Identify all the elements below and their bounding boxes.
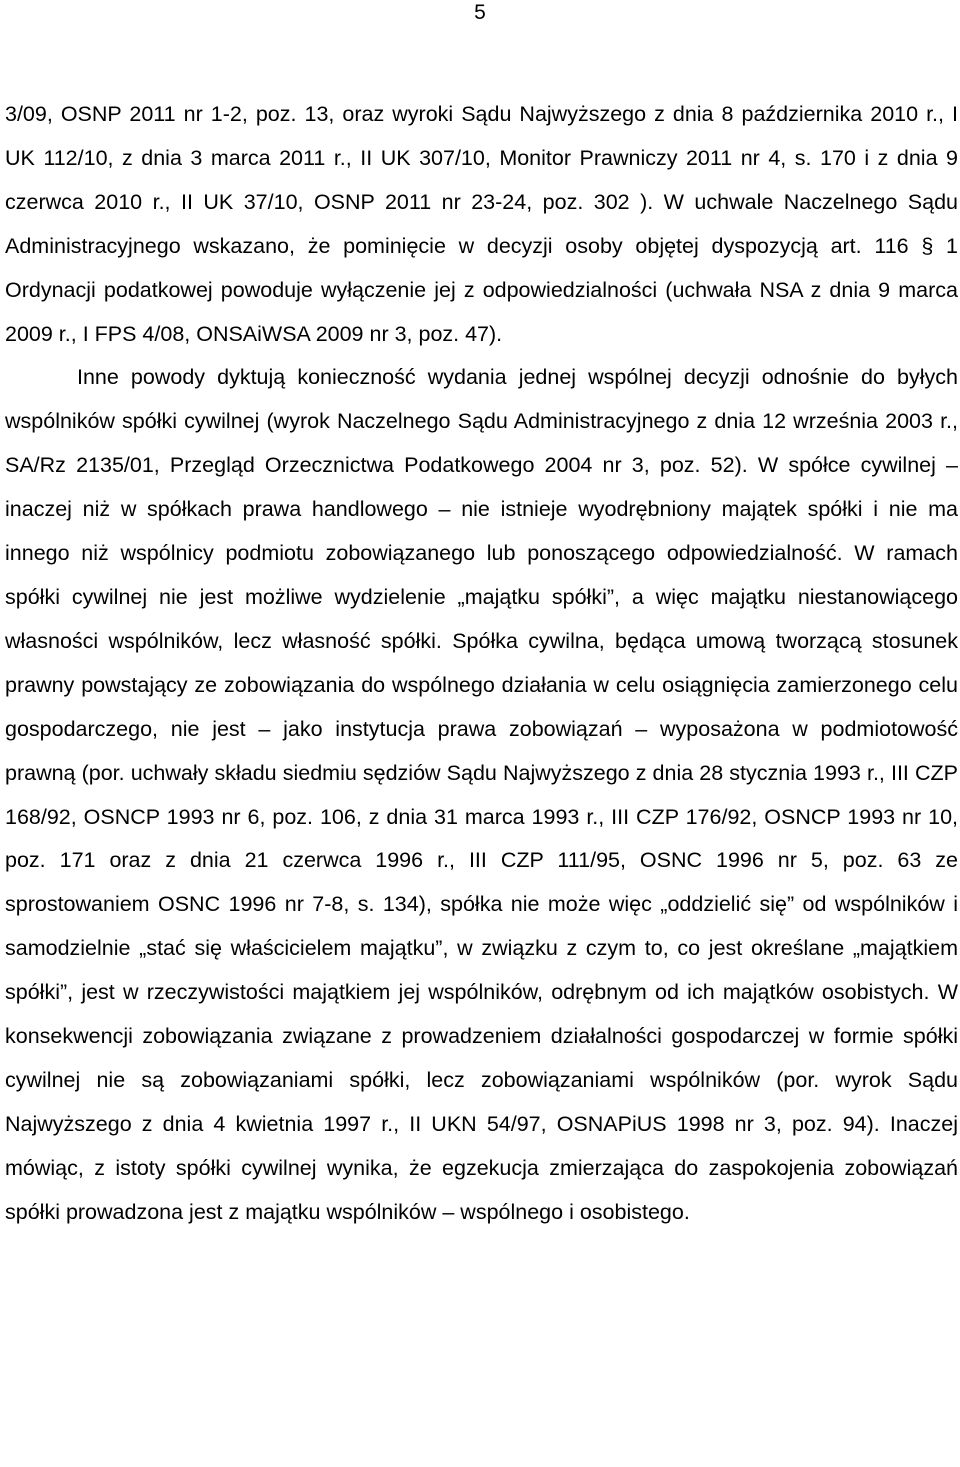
document-body bbox=[5, 93, 958, 1235]
paragraph-continuation: 3/09, OSNP 2011 nr 1-2, poz. 13, oraz wyroki Sądu Najwyższego z dnia 8 października 2010 r., I UK 112/10, z dnia 3 marca 2011 r., II UK 307/10, Monitor Prawniczy 2011 nr 4, s. 170 i z dnia 9 czerwca 2010 r., II UK 37/10, OSNP 2011 nr 23-24, poz. 302 ). W uchwale Naczelnego Sądu Administracyjnego wskazano, że pominięcie w decyzji osoby objętej dyspozycją art. 116 § 1 Ordynacji podatkowej powoduje wyłączenie jej z odpowiedzialności (uchwała NSA z dnia 9 marca 2009 r., I FPS 4/08, ONSAiWSA 2009 nr 3, poz. 47). bbox=[5, 102, 958, 346]
paragraph-joint-decision: Inne powody dyktują konieczność wydania jednej wspólnej decyzji odnośnie do byłych wspólników spółki cywilnej (wyrok Naczelnego Sądu Administracyjnego z dnia 12 września 2003 r., SA/Rz 2135/01, Przegląd Orzecznictwa Podatkowego 2004 nr 3, poz. 52). W spółce cywilnej – inaczej niż w spółkach prawa handlowego – nie istnieje wyodrębniony majątek spółki i nie ma innego niż wspólnicy podmiotu zobowiązanego lub ponoszącego odpowiedzialność. W ramach spółki cywilnej nie jest możliwe wydzielenie „majątku spółki”, a więc majątku niestanowiącego własności wspólników, lecz własność spółki. Spółka cywilna, będąca umową tworzącą stosunek prawny powstający ze zobowiązania do wspólnego działania w celu osiągnięcia zamierzonego celu gospodarczego, nie jest – jako instytucja prawa zobowiązań – wyposażona w podmiotowość prawną (por. uchwały składu siedmiu sędziów Sądu Najwyższego z dnia 28 stycznia 1993 r., III CZP 168/92, OSNCP 1993 nr 6, poz. 106, z dnia 31 marca 1993 r., III CZP 176/92, OSNCP 1993 nr 10, poz. 171 oraz z dnia 21 czerwca 1996 r., III CZP 111/95, OSNC 1996 nr 5, poz. 63 ze sprostowaniem OSNC 1996 nr 7-8, s. 134), spółka nie może więc „oddzielić się” od wspólników i samodzielnie „stać się właścicielem majątku”, w związku z czym to, co jest określane „majątkiem spółki”, jest w rzeczywistości majątkiem jej wspólników, odrębnym od ich majątków osobistych. W konsekwencji zobowiązania związane z prowadzeniem działalności gospodarczej w formie spółki cywilnej nie są zobowiązaniami spółki, lecz zobowiązaniami wspólników (por. wyrok Sądu Najwyższego z dnia 4 kwietnia 1997 r., II UKN 54/97, OSNAPiUS 1998 nr 3, poz. 94). Inaczej mówiąc, z istoty spółki cywilnej wynika, że egzekucja zmierzająca do zaspokojenia zobowiązań spółki prowadzona jest z majątku wspólników – wspólnego i osobistego. bbox=[5, 365, 958, 1224]
page-number: 5 bbox=[474, 1, 486, 24]
